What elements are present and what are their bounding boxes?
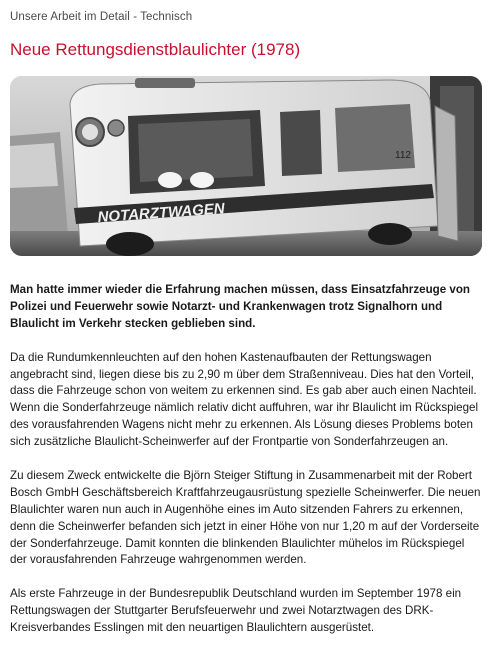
- body-paragraph-1: Da die Rundumkennleuchten auf den hohen Kastenaufbauten der Rettungswagen angebracht sind, liegen diese bis zu 2,90 m über dem Straßenniveau. Dies hat den Vorteil, dass die Fahrzeuge schon von weitem zu erkennen sind. Es gab aber auch einen Nachteil. Wenn die Sonderfahrzeuge nämlich relativ dicht auffuhren, war ihr Blaulicht im Rückspiegel des vorausfahrenden Wagens nicht mehr zu erkennen. Als Lösung dieses Problems boten sich zusätzliche Blaulicht-Scheinwerfer auf der Frontpartie von Sonderfahrzeugen an.: [10, 350, 479, 449]
- body-paragraph-3: Als erste Fahrzeuge in der Bundesrepublik Deutschland wurden im September 1978 ein Rettungswagen der Stuttgarter Berufsfeuerwehr und zwei Notarztwagen des DRK-Kreisverbandes Esslingen mit den neuartigen Blaulichtern ausgerüstet.: [10, 587, 462, 635]
- vehicle-side-label: NOTARZTWAGEN: [97, 200, 226, 226]
- door-number: 112: [395, 150, 411, 161]
- section-label: Unsere Arbeit im Detail - Technisch: [10, 11, 193, 23]
- page-title: Neue Rettungsdienstblaulichter (1978): [10, 40, 301, 59]
- body-paragraph-2: Zu diesem Zweck entwickelte die Björn Steiger Stiftung in Zusammenarbeit mit der Robert Bosch GmbH Geschäftsbereich Kraftfahrzeugausrüstung spezielle Scheinwerfer. Die neuen Blaulichter waren nun auch in Augenhöhe eines im Auto sitzenden Fahrers zu erkennen, denn die Scheinwerfer befanden sich jetzt in einer Höhe von nur 1,20 m auf der Vorderseite der Sonderfahrzeuge. Damit konnten die blinkenden Blaulichter mühelos im Rückspiegel der vorausfahrenden Fahrzeuge wahrgenommen werden.: [10, 468, 481, 567]
- lead-paragraph: Man hatte immer wieder die Erfahrung machen müssen, dass Einsatzfahrzeuge von Polizei und Feuerwehr sowie Notarzt- und Krankenwagen trotz Signalhorn und Blaulicht im Verkehr stecken geblieben sind.: [10, 283, 471, 330]
- article: [10, 282, 482, 654]
- ambulance-photo: [10, 76, 482, 256]
